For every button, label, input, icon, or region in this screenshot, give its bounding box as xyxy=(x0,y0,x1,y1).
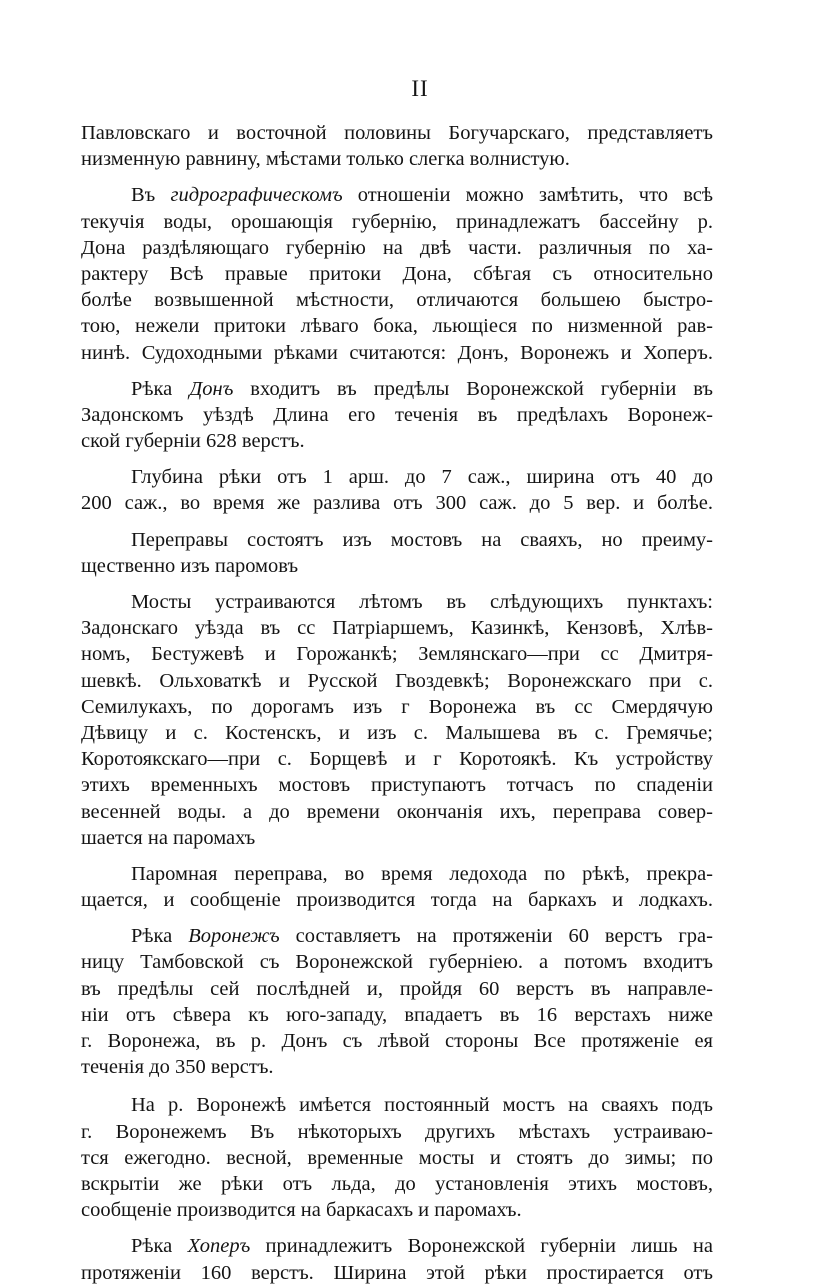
text-line: номъ, Бестужевѣ и Горожанкѣ; Землянскаго—при сс Дмитря- xyxy=(81,643,713,666)
text-segment: входитъ въ предѣлы Воронежской губерніи въ xyxy=(233,377,714,400)
text-segment: Рѣка xyxy=(131,377,190,400)
italic-term: Хоперъ xyxy=(187,1235,251,1258)
text-line: рактеру Всѣ правые притоки Дона, сбѣгая съ относительно xyxy=(81,262,713,285)
text-line: въ предѣлы сей послѣдней и, пройдя 60 верстъ въ направле- xyxy=(81,977,713,1000)
text-line xyxy=(81,376,713,402)
text-line: Дѣвицу и с. Костенскъ, и изъ с. Малышева въ с. Гремячье; xyxy=(81,721,713,744)
text-line: текучія воды, орошающія губернію, принадлежатъ бассейну р. xyxy=(81,210,713,233)
text-line: Павловскаго и восточной половины Богучарскаго, представляетъ xyxy=(81,122,713,144)
text-line: Дона раздѣляющаго губернію на двѣ части. различныя по ха- xyxy=(81,236,713,259)
text-line: ской губерніи 628 верстъ. xyxy=(81,430,305,453)
text-segment: Рѣка xyxy=(131,1235,188,1258)
text-line: Задонскомъ уѣздѣ Длина его теченія въ предѣлахъ Воронеж- xyxy=(81,403,713,426)
text-line: ніи отъ сѣвера къ юго-западу, впадаетъ въ 16 верстахъ ниже xyxy=(81,1003,713,1026)
text-line: Коротоякскаго—при с. Борщевѣ и г Коротоякѣ. Къ устройству xyxy=(81,748,713,771)
text-segment: Въ xyxy=(131,184,171,207)
italic-term: гидрографическомъ xyxy=(170,184,343,207)
text-line: низменную равнину, мѣстами только слегка волнистую. xyxy=(81,148,570,171)
text-line: весенней воды. а до времени окончанія ихъ, переправа совер- xyxy=(81,800,713,823)
text-line: г. Воронежа, въ р. Донъ съ лѣвой стороны Все протяженіе ея xyxy=(81,1030,713,1052)
text-line: тою, нежели притоки лѣваго бока, льющіеся по низменной рав- xyxy=(81,315,713,338)
text-line: болѣе возвышенной мѣстности, отличаются большею быстро- xyxy=(81,289,713,312)
text-segment: принадлежитъ Воронежской губерніи лишь на xyxy=(250,1235,713,1258)
text-line: Глубина рѣки отъ 1 арш. до 7 саж., ширина отъ 40 до xyxy=(131,466,713,489)
text-line: протяженіи 160 верстъ. Ширина этой рѣки простирается отъ xyxy=(81,1261,713,1284)
text-segment: Рѣка xyxy=(131,925,189,948)
text-line: нинѣ. Судоходными рѣками считаются: Донъ, Воронежъ и Хоперъ. xyxy=(81,341,713,364)
text-segment: составляетъ на протяженіи 60 верстъ гра- xyxy=(279,925,713,948)
text-line xyxy=(81,182,713,208)
text-line: Паромная переправа, во время ледохода по рѣкѣ, прекра- xyxy=(131,862,713,885)
text-line: сообщеніе производится на баркасахъ и паромахъ. xyxy=(81,1199,522,1222)
text-line xyxy=(81,923,713,949)
text-line: Задонскаго уѣзда въ сс Патріаршемъ, Казинкѣ, Кензовѣ, Хлѣв- xyxy=(81,617,713,640)
text-line: тся ежегодно. весной, временные мосты и стоятъ до зимы; по xyxy=(81,1146,713,1169)
text-line: На р. Воронежѣ имѣется постоянный мостъ на сваяхъ подъ xyxy=(131,1094,713,1117)
text-line: щественно изъ паромовъ xyxy=(81,554,299,577)
page-number: II xyxy=(411,76,429,101)
text-line: шевкѣ. Ольховаткѣ и Русской Гвоздевкѣ; Воронежскаго при с. xyxy=(81,669,713,692)
body-text xyxy=(81,120,713,1286)
text-line: вскрытіи же рѣки отъ льда, до установленія этихъ мостовъ, xyxy=(81,1172,713,1195)
text-line: ницу Тамбовской съ Воронежской губерніею. а потомъ входитъ xyxy=(81,951,713,974)
text-line: теченія до 350 верстъ. xyxy=(81,1056,274,1079)
text-segment: отношеніи можно замѣтить, что всѣ xyxy=(342,184,713,207)
italic-term: Воронежъ xyxy=(188,925,280,948)
text-line: Переправы состоятъ изъ мостовъ на сваяхъ, но преиму- xyxy=(131,528,713,551)
text-line: этихъ временныхъ мостовъ приступаютъ тотчасъ по спаденіи xyxy=(81,774,713,797)
text-line xyxy=(81,1233,713,1259)
italic-term: Донъ xyxy=(189,377,234,400)
text-line: г. Воронежемъ Въ нѣкоторыхъ другихъ мѣстахъ устраиваю- xyxy=(81,1120,713,1143)
text-line: Мосты устраиваются лѣтомъ въ слѣдующихъ пунктахъ: xyxy=(131,591,713,613)
text-line: 200 саж., во время же разлива отъ 300 саж. до 5 вер. и болѣе. xyxy=(81,492,713,515)
text-line: Семилукахъ, по дорогамъ изъ г Воронежа въ сс Смердячую xyxy=(81,695,713,718)
text-line: щается, и сообщеніе производится тогда на баркахъ и лодкахъ. xyxy=(81,889,713,912)
text-line: шается на паромахъ xyxy=(81,826,256,849)
